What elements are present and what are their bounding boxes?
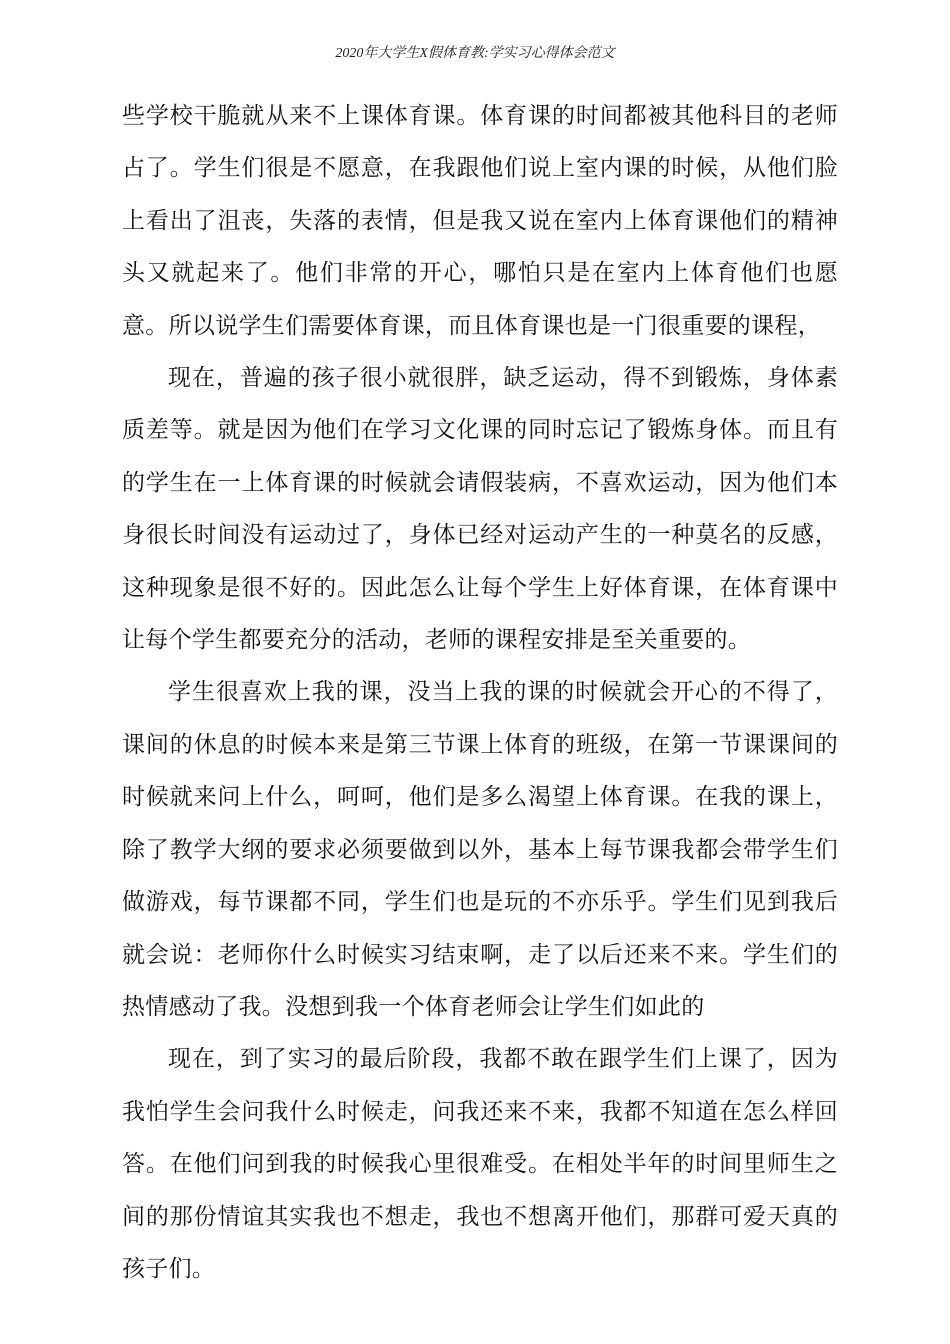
paragraph-1: 些学校干脆就从来不上课体育课。体育课的时间都被其他科目的老师占了。学生们很是不愿意，在我跟他们说上室内课的时候，从他们脸上看出了沮丧，失落的表情，但是我又说在室内上体育课他们的精神头又就起来了。他们非常的开心，哪怕只是在室内上体育他们也愿意。所以说学生们需要体育课，而且体育课也是一门很重要的课程， (122, 103, 838, 339)
page-header-title: 2020年大学生X假体育教:学实习心得体会范文 (335, 46, 615, 61)
paragraph-4: 现在，到了实习的最后阶段，我都不敢在跟学生们上课了，因为我怕学生会问我什么时候走，问我还来不来，我都不知道在怎么样回答。在他们问到我的时候我心里很难受。在相处半年的时间里师生之间的那份情谊其实我也不想走，我也不想离开他们，那群可爱天真的孩子们。 (122, 1046, 838, 1282)
paragraph-2: 现在，普遍的孩子很小就很胖，缺乏运动，得不到锻炼，身体素质差等。就是因为他们在学习文化课的同时忘记了锻炼身体。而且有的学生在一上体育课的时候就会请假装病，不喜欢运动，因为他们本身很长时间没有运动过了，身体已经对运动产生的一种莫名的反感，这种现象是很不好的。因此怎么让每个学生上好体育课，在体育课中让每个学生都要充分的活动，老师的课程安排是至关重要的。 (122, 365, 838, 654)
paragraph-3: 学生很喜欢上我的课，没当上我的课的时候就会开心的不得了，课间的休息的时候本来是第三节课上体育的班级，在第一节课课间的时候就来问上什么，呵呵，他们是多么渴望上体育课。在我的课上，除了教学大纲的要求必须要做到以外，基本上每节课我都会带学生们做游戏，每节课都不同，学生们也是玩的不亦乐乎。学生们见到我后就会说：老师你什么时候实习结束啊，走了以后还来不来。学生们的热情感动了我。没想到我一个体育老师会让学生们如此的 (122, 679, 838, 1020)
document-body (122, 90, 838, 1295)
page-header (0, 44, 950, 64)
